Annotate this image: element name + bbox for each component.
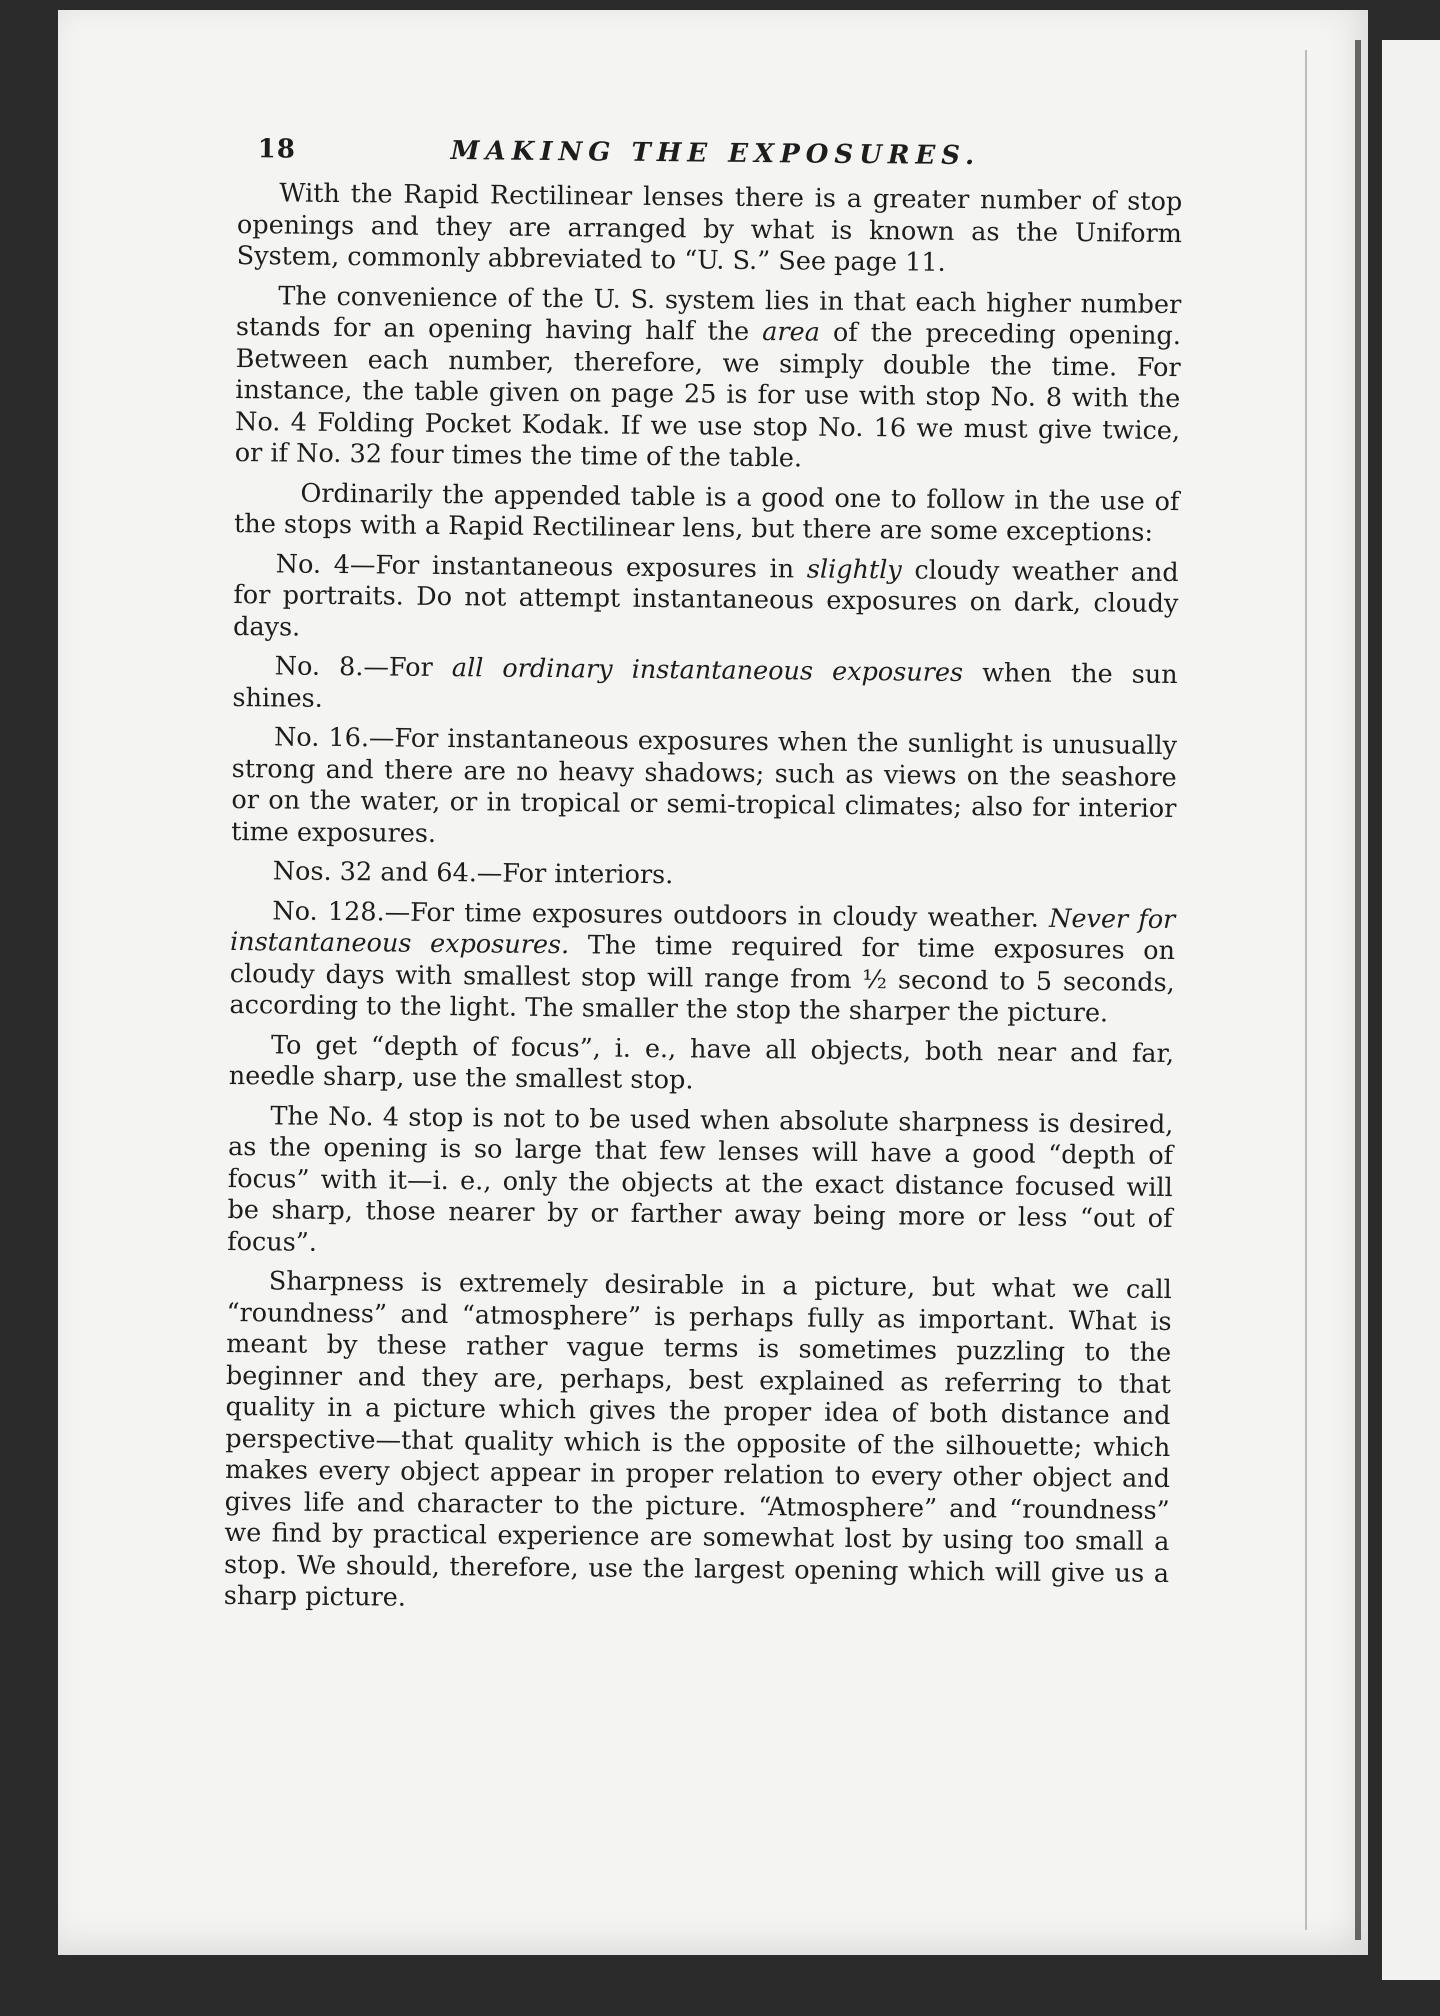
paragraph-text: No. 128.—For time exposures outdoors in cloudy weather.	[272, 895, 1050, 934]
page-number: 18	[257, 134, 297, 165]
italic-text: area	[762, 317, 821, 348]
page-title: MAKING THE EXPOSURES.	[450, 136, 981, 172]
paragraph-text: Nos. 32 and 64.—For interiors.	[272, 856, 674, 891]
paragraph-p8	[229, 895, 1175, 1030]
paragraph-p6	[231, 722, 1177, 857]
paragraph-text: of the preceding opening. Between each number, therefore, we simply double the time. For instance, the table given on page 25 is for use with stop No. 8 with the No. 4 Folding Pocket Kodak. If we use stop No. 16 we must give twice, or if No. 32 four times the time of the table.	[234, 317, 1182, 474]
paragraph-p11	[224, 1266, 1172, 1622]
page-content	[224, 118, 1183, 1630]
paragraph-text: Ordinarily the appended table is a good one to follow in the use of the stops with a Rapid Rectilinear lens, but there are some exceptions:	[233, 478, 1180, 548]
italic-text: slightly	[806, 553, 902, 585]
paragraph-text: No. 4—For instantaneous exposures in	[275, 548, 807, 584]
book-spine-edge	[1355, 40, 1361, 1940]
italic-text: all ordinary instantaneous exposures	[451, 653, 964, 688]
paragraph-text: Sharpness is extremely desirable in a picture, but what we call “roundness” and “atmosphere” is perhaps fully as important. What is meant by these rather vague terms is sometimes puzzling to the beginner and they are, perhaps, best explained as referring to that quality in a picture which gives the proper idea of both distance and perspective—that quality which is the opposite of the silhouette; which makes every object appear in proper relation to every other object and gives life and character to the picture. “Atmosphere” and “roundness” we find by practical experience are somewhat lost by using too small a stop. We should, therefore, use the largest opening which will give us a sharp picture.	[223, 1266, 1172, 1613]
paragraph-text: With the Rapid Rectilinear lenses there is a greater number of stop openings and they are arranged by what is known as the Uniform System, commonly abbreviated to “U. S.” See page 11.	[236, 178, 1183, 278]
paragraph-p1	[237, 178, 1183, 282]
paragraph-text: The time required for time exposures on cloudy days with smallest stop will range from ½ second to 5 seconds, according to the light. The smaller the stop the sharper the picture.	[229, 930, 1176, 1029]
running-header	[237, 118, 1183, 187]
paragraph-p3	[234, 477, 1180, 549]
paragraph-p10	[227, 1100, 1173, 1267]
paragraph-text: No. 16.—For instantaneous exposures when the sunlight is unusually strong and there are no heavy shadows; such as views on the seashore or on the water, or in tropical or semi-tropical climates; also for interior time exposures.	[231, 722, 1178, 849]
paragraph-text: The No. 4 stop is not to be used when absolute sharpness is desired, as the opening is so large that few lenses will have a good “depth of focus” with it—i. e., only the objects at the exact distance focused will be sharp, those nearer by or farther away being more or less “out of focus”.	[227, 1100, 1174, 1258]
facing-page-edge	[1382, 40, 1440, 1980]
paragraph-p5	[232, 651, 1178, 723]
paragraph-text: cloudy weather and for portraits. Do not attempt instantaneous exposures on dark, cloudy days.	[232, 554, 1179, 643]
page-gutter-shadow	[1305, 50, 1307, 1930]
paragraph-p2	[235, 280, 1182, 478]
body-text	[224, 178, 1183, 1622]
paragraph-p4	[233, 548, 1179, 652]
paragraph-text: The convenience of the U. S. system lies in that each higher number stands for an opening having half the	[235, 280, 1182, 348]
paragraph-p9	[229, 1029, 1175, 1101]
paragraph-text: To get “depth of focus”, i. e., have all objects, both near and far, needle sharp, use the smallest stop.	[228, 1029, 1175, 1096]
italic-text: Never for instantaneous exposures.	[229, 903, 1176, 961]
paragraph-text: when the sun shines.	[232, 657, 1178, 714]
paragraph-p7	[231, 856, 1176, 897]
paragraph-text: No. 8.—For	[274, 651, 452, 684]
